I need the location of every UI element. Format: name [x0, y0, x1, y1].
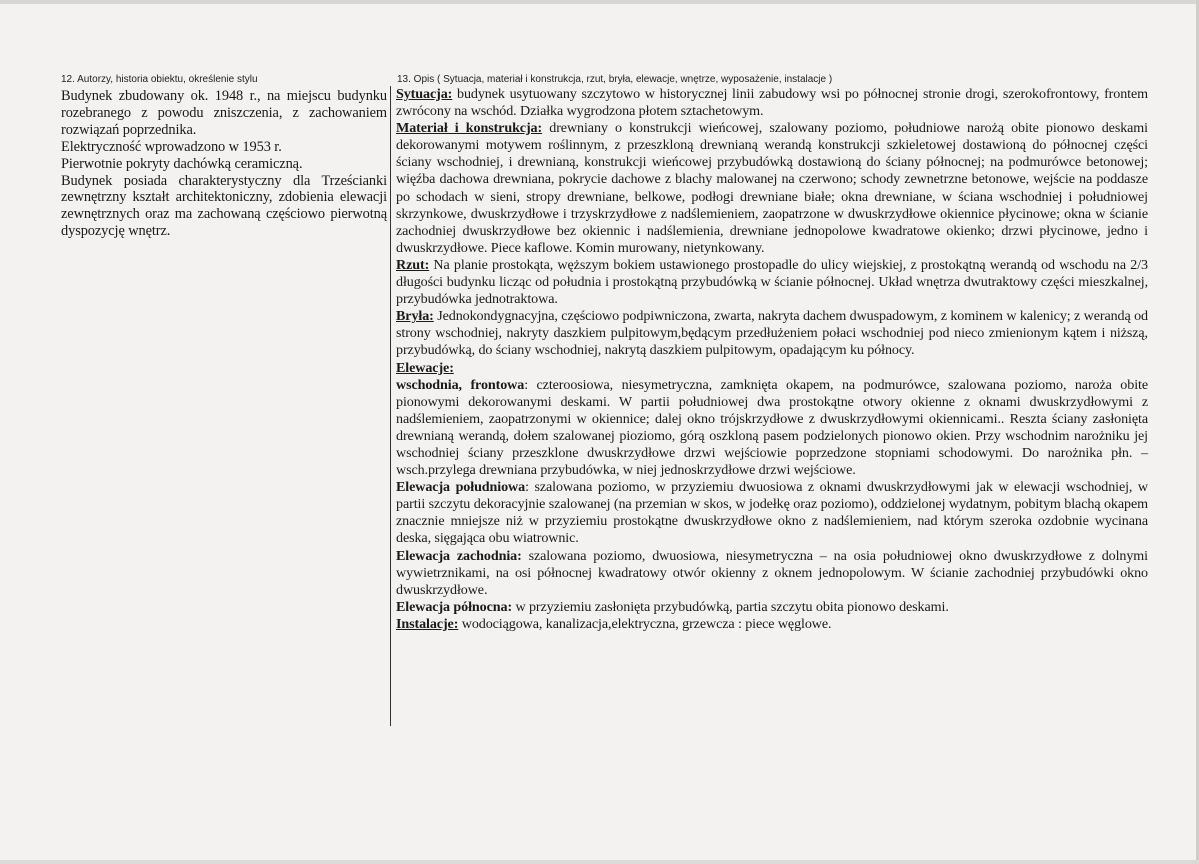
column-divider	[390, 86, 391, 726]
bryla-text: Jednokondygnacyjna, częściowo podpiwniczona, zwarta, nakryta dachem dwuspadowym, z kominem w kalenicy; z werandą od strony wschodniej, nakryty daszkiem pulpitowym,będącym przedłużeniem połaci wschodniej pod nieco zmienionym kątem i niższą, przybudówką, do ściany wschodniej, nakrytą daszkiem pulpitowym, opadającym ku północy.	[396, 308, 1148, 359]
sytuacja-text: budynek usytuowany szczytowo w historycznej linii zabudowy wsi po północnej stronie drogi, szerokofrontowy, frontem zwrócony na wschód. Działka wygrodzona płotem sztachetowym.	[396, 86, 1148, 120]
sytuacja-label: Sytuacja:	[396, 86, 453, 102]
elewacje-label: Elewacje:	[396, 359, 454, 376]
polnocna-label: Elewacja północna:	[396, 598, 513, 615]
history-paragraph: Elektryczność wprowadzono w 1953 r.	[61, 138, 282, 155]
material-label: Materiał i konstrukcja:	[396, 120, 543, 137]
sytuacja-paragraph	[396, 86, 1148, 120]
rzut-label: Rzut:	[396, 256, 430, 273]
history-paragraph: Budynek posiada charakterystyczny dla Trześcianki zewnętrzny kształt architektoniczny, zdobienia elewacji zewnętrznych oraz ma zachowaną częściowo pierwotną dyspozycję wnętrz.	[61, 172, 387, 240]
description-column	[396, 86, 1148, 633]
scan-edge-top	[0, 0, 1199, 4]
section-12-heading: 12. Autorzy, historia obiektu, określenie stylu	[61, 74, 258, 85]
scan-edge-bottom	[0, 860, 1199, 864]
polnocna-paragraph	[396, 599, 1148, 616]
polnocna-text: w przyziemiu zasłonięta przybudówką, partia szczytu obita pionowo deskami.	[512, 598, 949, 615]
poludniowa-text: : szalowana poziomo, w przyziemiu dwuosiowa z oknami dwuskrzydłowymi jak w elewacji wschodniej, w partii szczytu dekoracyjnie szalowanej (na przemian w skos, w jodełkę oraz poziomo), oddzielonej wydatnym, pobitym blachą okapem znacznie mniejsze niż w przyziemiu prostokątne dwuskrzydłowe okno z nadślemieniem, nad którym szeroka ozdobnie wycinana deska, sięgająca obu wiatrownic.	[396, 479, 1149, 547]
rzut-text: Na planie prostokąta, węższym bokiem ustawionego prostopadle do ulicy wiejskiej, z prostokątną werandą od wschodu na 2/3 długości budynku licząc od południa i prostokątną przybudówką w ścianie północnej. Układ wnętrza dwutraktowy części mieszkalnej, przybudówka jednotraktowa.	[396, 256, 1148, 308]
history-column	[61, 88, 387, 240]
poludniowa-label: Elewacja południowa	[396, 479, 526, 496]
poludniowa-paragraph	[396, 479, 1148, 547]
rzut-paragraph	[396, 257, 1148, 308]
elewacje-heading	[396, 360, 1148, 377]
bryla-paragraph	[396, 308, 1148, 359]
wschodnia-text: : czteroosiowa, niesymetryczna, zamknięta okapem, na podmurówce, szalowana poziomo, naroża obite pionowymi dekorowanymi deskami. W partii południowej dwa prostokątne otwory okienne z oknami dwuskrzydłowymi z nadślemieniem, zaopatrzonymi w okiennice; dalej okno trójskrzydłowe z dwuskrzydłowymi okiennicami.. Reszta ściany zasłonięta drewnianą werandą, dołem szalowanej pioziomo, górą oszkloną pasem podzielonych pionowo okien. Przy wschodnim narożniku jej wschodniej ściany przeszklone dwuskrzydłowe drzwi wejściowie poprzedzone stopniami schodowymi. Do narożnika płn. – wsch.przylega drewniana przybudówka, w niej jednoskrzydłowe drzwi wejściowe.	[396, 376, 1148, 479]
instalacje-text: wodociągowa, kanalizacja,elektryczna, grzewcza : piece węglowe.	[458, 615, 832, 632]
history-paragraph: Budynek zbudowany ok. 1948 r., na miejscu budynku rozebranego z powodu zniszczenia, z zachowaniem rozwiązań poprzednika.	[61, 88, 387, 138]
instalacje-label: Instalacje:	[396, 615, 459, 632]
wschodnia-label: wschodnia, frontowa	[396, 376, 525, 393]
history-paragraph: Pierwotnie pokryty dachówką ceramiczną.	[61, 155, 303, 172]
wschodnia-paragraph	[396, 377, 1148, 480]
material-paragraph	[396, 120, 1148, 257]
section-13-heading: 13. Opis ( Sytuacja, materiał i konstrukcja, rzut, bryła, elewacje, wnętrze, wyposażenie, instalacje )	[397, 74, 833, 85]
zachodnia-label: Elewacja zachodnia:	[396, 547, 522, 564]
instalacje-paragraph	[396, 616, 1148, 633]
zachodnia-paragraph	[396, 548, 1148, 599]
bryla-label: Bryła:	[396, 308, 434, 325]
zachodnia-text: szalowana poziomo, dwuosiowa, niesymetryczna – na osia południowej okno dwuskrzydłowe z dolnymi wywietrznikami, na osi północnej kwadratowy otwór okienny z oknem jednopolowym. W ścianie zachodniej przybudówki okno dwuskrzydłowe.	[396, 547, 1148, 598]
material-text: drewniany o konstrukcji wieńcowej, szalowany poziomo, południowe narożą obite pionowo deskami dekorowanymi motywem roślinnym, z przeszkloną drewnianą werandą konstrukcji szkieletowej dostawioną do północnej części ściany wschodniej, i drewnianą, konstrukcji wieńcowej przybudówką dostawioną do ściany północnej; na podmurówce betonowej; więźba dachowa drewniana, pokrycie dachowe z blachy malowanej na czerwono; schody zewnetrzne betonowe, wejście na poddasze po schodach w sieni, stropy drewniane, belkowe, podłogi drewniane białe; okna drewniane, w ściana wschodniej i południowej skrzynkowe, dwuskrzydłowe i trzyskrzydłowe z nadślemieniem, zaopatrzone w dwuskrzydłowe okiennice płycinowe; okna w ścianie zachodniej dwuskrzydłowe bez okiennic i nadślemienia, drewniane jednopolowe kwadratowe okienko; drzwi płycinowe, jedno i dwuskrzydłowe. Piece kaflowe. Komin murowany, nietynkowany.	[396, 120, 1148, 256]
